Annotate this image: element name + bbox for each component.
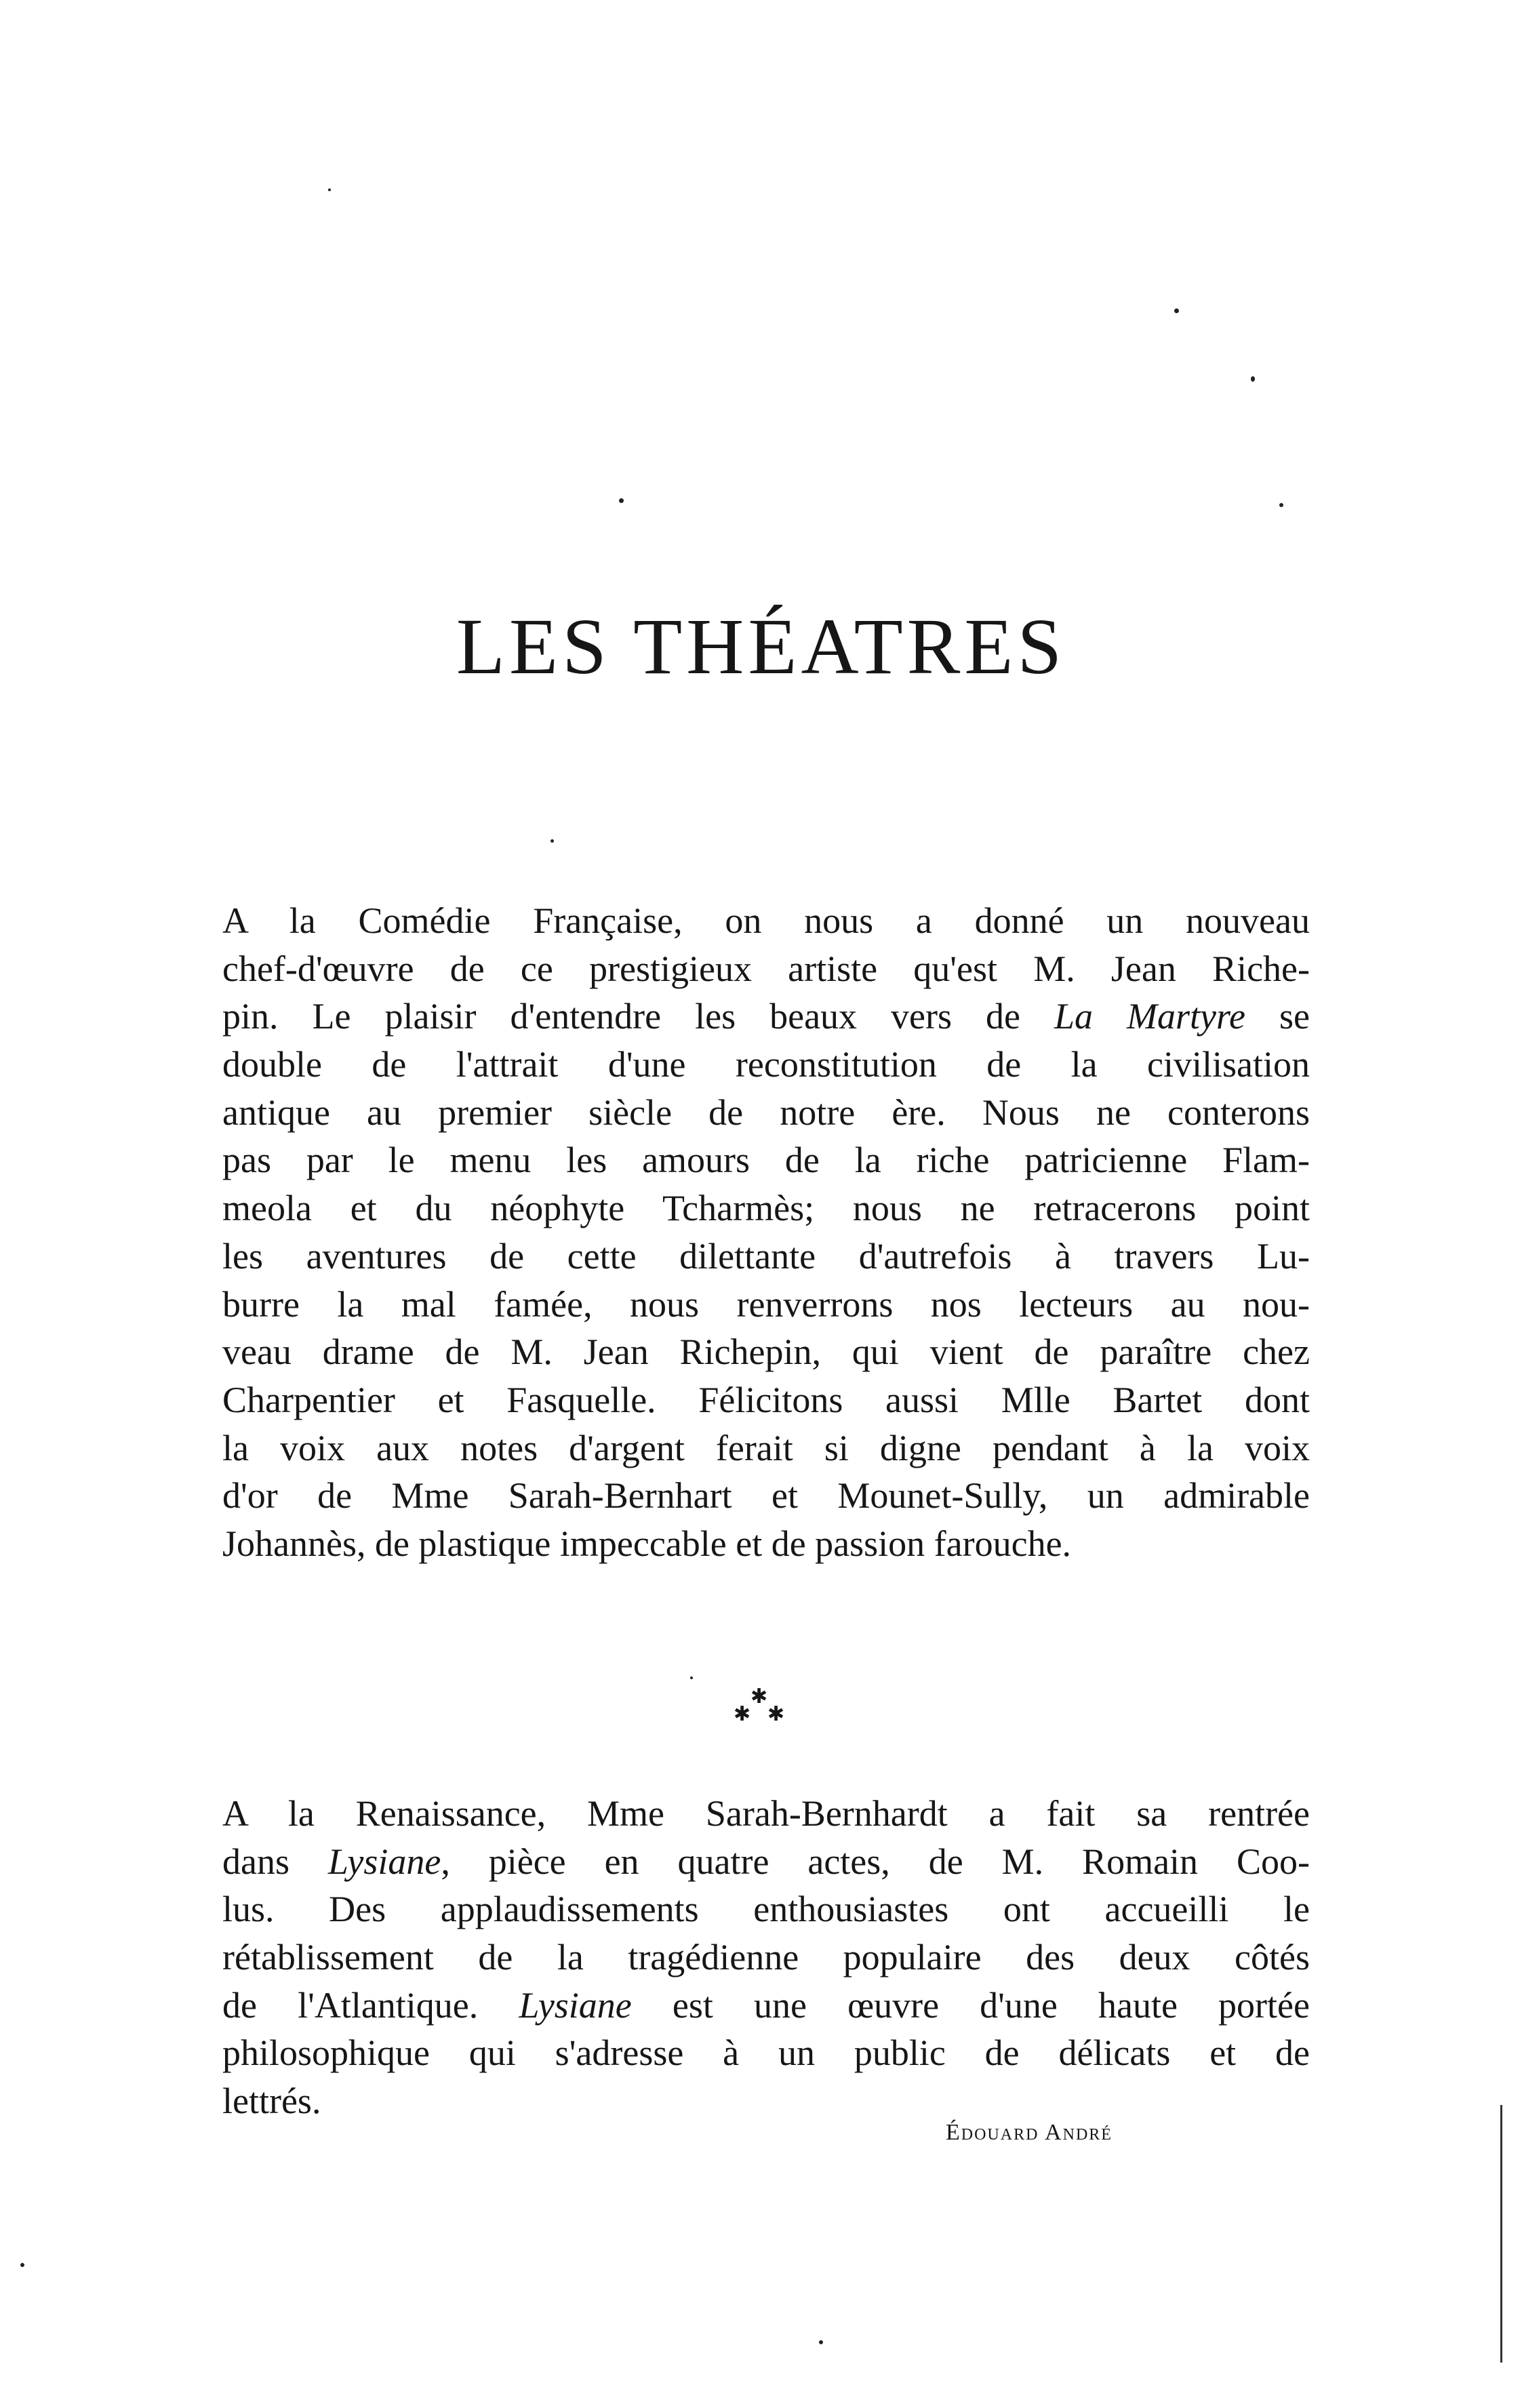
paragraph-renaissance bbox=[222, 1790, 1310, 2125]
text-line: de l'Atlantique. Lysiane est une œuvre d'une haute portée bbox=[222, 1984, 1310, 2026]
text-line: antique au premier siècle de notre ère. Nous ne conterons bbox=[222, 1091, 1310, 1133]
text-line: pin. Le plaisir d'entendre les beaux vers de La Martyre se bbox=[222, 996, 1310, 1037]
text-line: pas par le menu les amours de la riche patricienne Flam- bbox=[222, 1140, 1310, 1181]
text-line: lus. Des applaudissements enthousiastes ont accueilli le bbox=[222, 1889, 1310, 1930]
text-line: A la Comédie Française, on nous a donné un nouveau bbox=[222, 900, 1310, 941]
speck bbox=[550, 839, 554, 843]
text-line: veau drame de M. Jean Richepin, qui vient de paraître chez bbox=[222, 1331, 1310, 1373]
separator-dot-icon: ✱ bbox=[734, 1703, 751, 1725]
text-line: A la Renaissance, Mme Sarah-Bernhardt a fait sa rentrée bbox=[222, 1793, 1310, 1834]
author-signature: Édouard André bbox=[946, 2120, 1113, 2145]
text-line: rétablissement de la tragédienne populaire des deux côtés bbox=[222, 1937, 1310, 1978]
page-title: LES THÉATRES bbox=[456, 602, 1066, 691]
paragraph-comedie-francaise bbox=[222, 897, 1310, 1568]
text-line: les aventures de cette dilettante d'autrefois à travers Lu- bbox=[222, 1235, 1310, 1277]
text-line: Charpentier et Fasquelle. Félicitons aussi Mlle Bartet dont bbox=[222, 1379, 1310, 1420]
speck bbox=[1251, 376, 1255, 382]
text-line: lettrés. bbox=[222, 2081, 321, 2122]
text-line: burre la mal famée, nous renverrons nos lecteurs au nou- bbox=[222, 1283, 1310, 1325]
separator-dot-icon: ✱ bbox=[750, 1685, 768, 1708]
text-line: double de l'attrait d'une reconstitution de la civilisation bbox=[222, 1044, 1310, 1085]
separator-dot-icon: ✱ bbox=[767, 1703, 785, 1725]
speck bbox=[819, 2340, 823, 2344]
text-line: dans Lysiane, pièce en quatre actes, de M. Romain Coo- bbox=[222, 1841, 1310, 1882]
speck bbox=[1279, 503, 1283, 507]
play-title-lysiane: Lysiane bbox=[519, 1984, 632, 2026]
text-line: meola et du néophyte Tcharmès; nous ne retracerons point bbox=[222, 1188, 1310, 1229]
text-line: la voix aux notes d'argent ferait si digne pendant à la voix bbox=[222, 1427, 1310, 1468]
speck bbox=[619, 498, 624, 503]
speck bbox=[1174, 308, 1179, 313]
play-title-la-martyre: La Martyre bbox=[1054, 996, 1246, 1037]
speck bbox=[20, 2263, 24, 2267]
section-separator-asterism bbox=[732, 1687, 786, 1734]
text-line: d'or de Mme Sarah-Bernhart et Mounet-Sully, un admirable bbox=[222, 1475, 1310, 1517]
speck bbox=[690, 1677, 693, 1679]
play-title-lysiane: Lysiane bbox=[327, 1841, 441, 1882]
speck bbox=[328, 188, 331, 191]
scan-edge-line bbox=[1500, 2105, 1502, 2363]
text-line: philosophique qui s'adresse à un public de délicats et de bbox=[222, 2032, 1310, 2074]
text-line: chef-d'œuvre de ce prestigieux artiste qu'est M. Jean Riche- bbox=[222, 948, 1310, 989]
text-line: Johannès, de plastique impeccable et de passion farouche. bbox=[222, 1523, 1072, 1564]
